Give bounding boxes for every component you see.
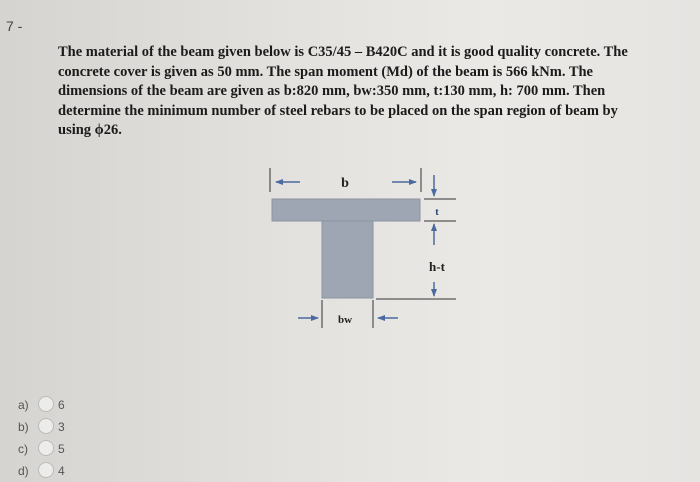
option-c[interactable]	[18, 438, 98, 460]
option-value: 6	[58, 398, 65, 412]
option-letter: d)	[18, 464, 29, 478]
question-line: determine the minimum number of steel rebars to be placed on the span region of beam by	[58, 102, 618, 119]
option-letter: b)	[18, 420, 29, 434]
question-line: The material of the beam given below is C35/45 – B420C and it is good quality concrete. The	[58, 44, 628, 60]
beam-flange	[272, 199, 420, 221]
question-line: dimensions of the beam are given as b:820 mm, bw:350 mm, t:130 mm, h: 700 mm. Then	[58, 83, 606, 99]
question-text	[58, 43, 668, 141]
option-value: 5	[58, 442, 65, 456]
beam-web	[322, 221, 373, 298]
bw-label: bw	[337, 314, 353, 326]
option-value: 4	[58, 464, 65, 478]
question-line: using ϕ26.	[58, 122, 122, 138]
radio-button[interactable]	[38, 440, 54, 456]
radio-button[interactable]	[38, 396, 54, 412]
question-line: concrete cover is given as 50 mm. The span moment (Md) of the beam is 566 kNm. The	[58, 63, 593, 80]
ht-label: h-t	[429, 259, 445, 274]
b-label: b	[341, 176, 349, 191]
option-letter: c)	[18, 442, 28, 456]
t-label: t	[435, 206, 439, 218]
radio-button[interactable]	[38, 462, 54, 478]
question-number: 7 -	[6, 18, 23, 34]
radio-button[interactable]	[38, 418, 54, 434]
answer-options	[18, 394, 98, 482]
option-value: 3	[58, 420, 65, 434]
option-b[interactable]	[18, 416, 98, 438]
option-letter: a)	[18, 398, 29, 412]
option-a[interactable]	[18, 394, 98, 416]
